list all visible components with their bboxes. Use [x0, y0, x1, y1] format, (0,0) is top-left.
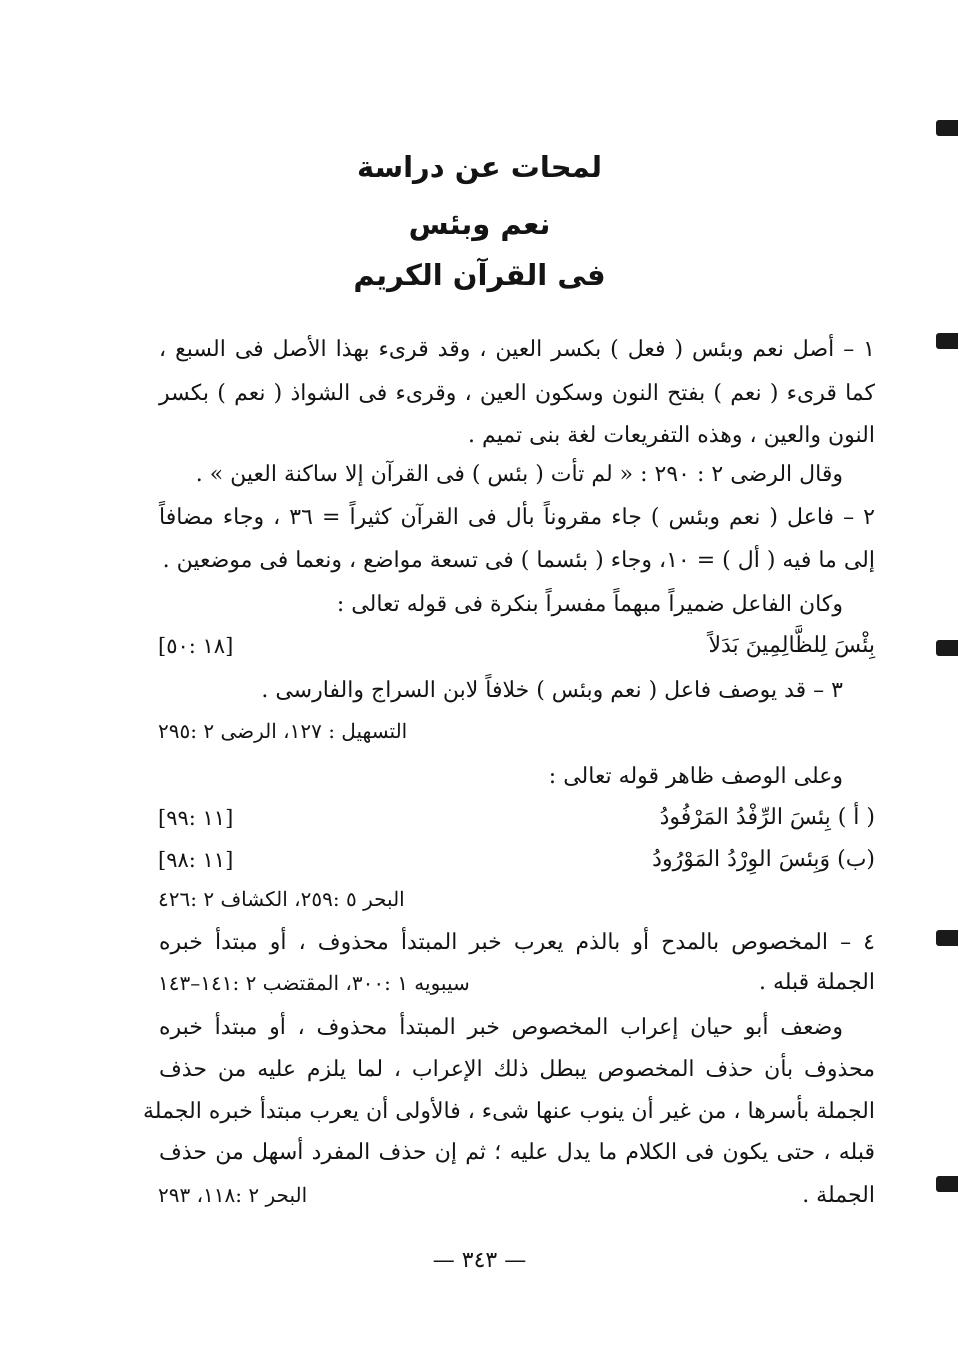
verse-reference: [١١ :٩٩]	[158, 806, 234, 830]
citation: البحر ٢ :١١٨، ٢٩٣	[158, 1183, 308, 1207]
verse-reference: [١١ :٩٨]	[158, 848, 234, 872]
title-line-2: نعم وبئس	[408, 207, 551, 241]
quran-verse: ( أ ) بِئسَ الرِّفْدُ المَرْفُودُ	[659, 805, 875, 830]
scan-edge-mark	[936, 120, 958, 136]
verse-reference: [١٨ :٥٠]	[158, 634, 234, 658]
page-number: — ٣٤٣ —	[432, 1248, 527, 1273]
paragraph-line: ٤ – المخصوص بالمدح أو بالذم يعرب خبر المبتدأ محذوف ، أو مبتدأ خبره	[159, 930, 875, 955]
paragraph-line: محذوف بأن حذف المخصوص يبطل ذلك الإعراب ، لما يلزم عليه من حذف	[159, 1057, 875, 1082]
paragraph-line: الجملة .	[802, 1183, 875, 1208]
scan-edge-mark	[936, 1176, 958, 1192]
paragraph-line: قبله ، حتى يكون فى الكلام ما يدل عليه ؛ ثم إن حذف المفرد أسهل من حذف	[159, 1140, 875, 1165]
paragraph-line: ١ – أصل نعم وبئس ( فعل ) بكسر العين ، وقد قرىء بهذا الأصل فى السبع ،	[159, 337, 875, 362]
paragraph-line: كما قرىء ( نعم ) بفتح النون وسكون العين ، وقرىء فى الشواذ ( نعم ) بكسر	[159, 381, 875, 406]
paragraph-line: الجملة بأسرها ، من غير أن ينوب عنها شىء ، فالأولى أن يعرب مبتدأ خبره الجملة	[143, 1099, 875, 1124]
citation: سيبويه ١ :٣٠٠، المقتضب ٢ :١٤١–١٤٣	[158, 971, 470, 995]
paragraph-line: إلى ما فيه ( أل ) = ١٠، وجاء ( بئسما ) فى تسعة مواضع ، ونعما فى موضعين .	[162, 548, 875, 573]
paragraph-line: ٢ – فاعل ( نعم وبئس ) جاء مقروناً بأل فى القرآن كثيراً = ٣٦ ، وجاء مضافاً	[159, 505, 875, 530]
paragraph-line: وعلى الوصف ظاهر قوله تعالى :	[548, 764, 843, 789]
title-line-3: فى القرآن الكريم	[353, 258, 606, 292]
citation: التسهيل : ١٢٧، الرضى ٢ :٢٩٥	[158, 719, 408, 743]
paragraph-line: وقال الرضى ٢ : ٢٩٠ : « لم تأت ( بئس ) فى القرآن إلا ساكنة العين » .	[195, 462, 843, 487]
title-line-1: لمحات عن دراسة	[357, 150, 602, 184]
scan-edge-mark	[936, 930, 958, 946]
scan-edge-mark	[936, 640, 958, 656]
paragraph-line: ٣ – قد يوصف فاعل ( نعم وبئس ) خلافاً لابن السراج والفارسى .	[261, 678, 843, 703]
citation: البحر ٥ :٢٥٩، الكشاف ٢ :٤٢٦	[158, 887, 405, 911]
quran-verse: بِئْسَ لِلظَّالِمِينَ بَدَلاً	[708, 633, 875, 658]
quran-verse: (ب) وَبِئسَ الوِرْدُ المَوْرُودُ	[652, 847, 875, 872]
paragraph-line: وضعف أبو حيان إعراب المخصوص خبر المبتدأ محذوف ، أو مبتدأ خبره	[159, 1015, 843, 1040]
paragraph-line: الجملة قبله .	[758, 970, 875, 995]
scan-edge-mark	[936, 333, 958, 349]
paragraph-line: وكان الفاعل ضميراً مبهماً مفسراً بنكرة فى قوله تعالى :	[336, 592, 843, 617]
paragraph-line: النون والعين ، وهذه التفريعات لغة بنى تميم .	[468, 423, 875, 448]
